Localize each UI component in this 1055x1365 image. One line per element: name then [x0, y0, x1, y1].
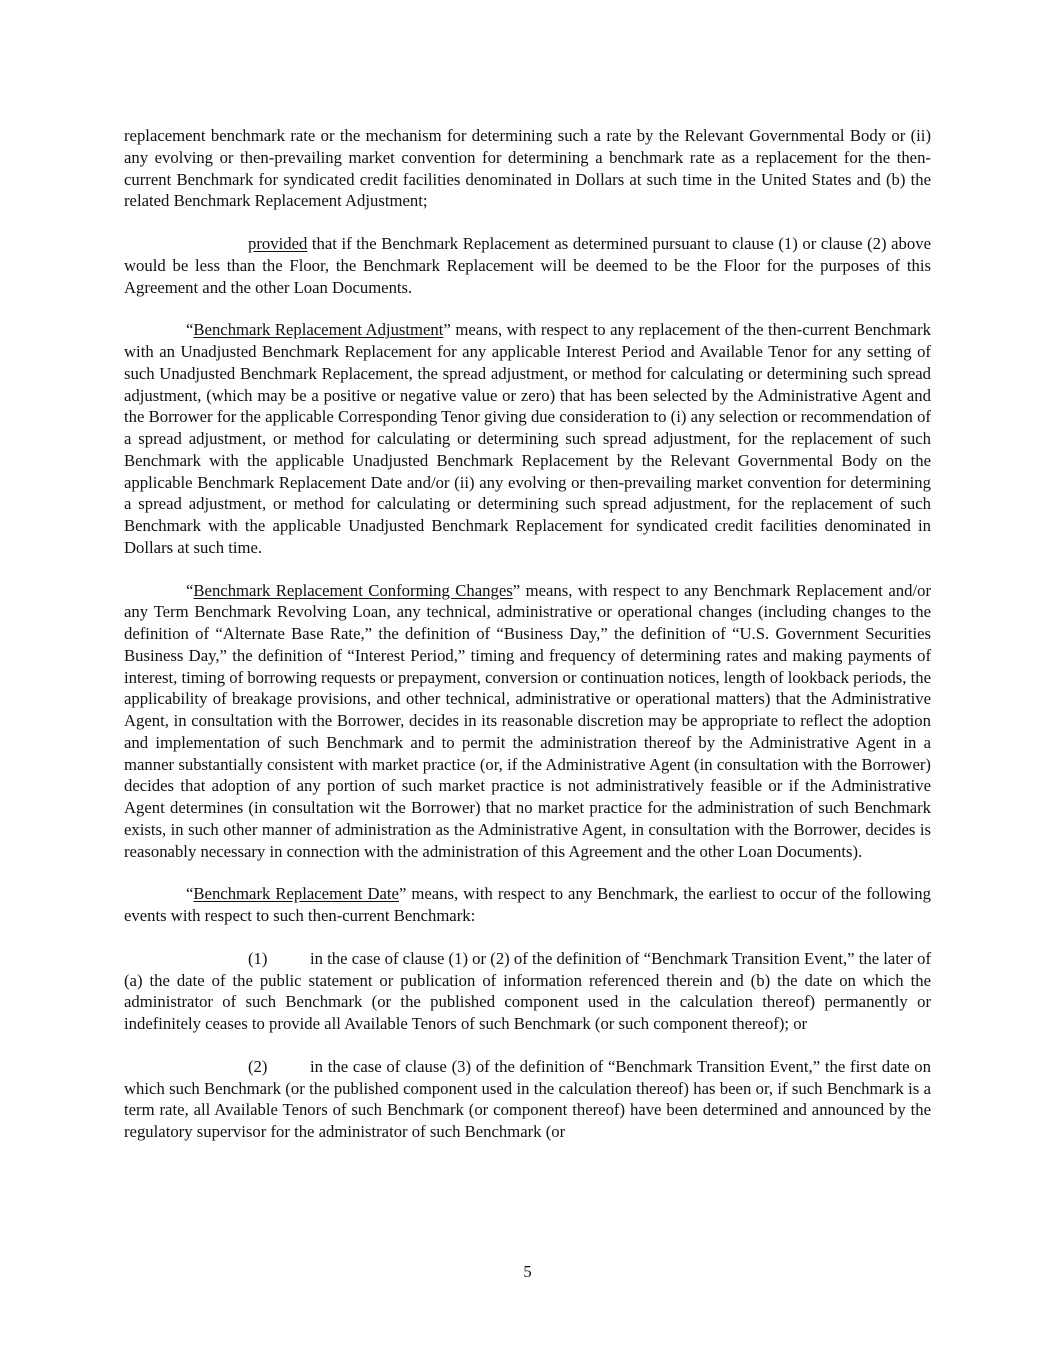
- definition-text: ” means, with respect to any Benchmark Replacement and/or any Term Benchmark Revolving Loan, any technical, administrative or operational changes (including changes to the definition of “Alternate Base Rate,” the definition of “Business Day,” the definition of “U.S. Government Securities Business Day,” the definition of “Interest Period,” timing and frequency of determining rates and making payments of interest, timing of borrowing requests or prepayment, conversion or continuation notices, length of lookback periods, the applicability of breakage provisions, and other technical, administrative or operational matters) that the Administrative Agent, in consultation with the Borrower, decides in its reasonable discretion may be appropriate to reflect the adoption and implementation of such Benchmark and to permit the administration thereof by the Administrative Agent in a manner substantially consistent with market practice (or, if the Administrative Agent (in consultation with the Borrower) decides that adoption of any portion of such market practice is not administratively feasible or if the Administrative Agent determines (in consultation wit the Borrower) that no market practice for the administration of such Benchmark exists, in such other manner of administration as the Administrative Agent, in consultation with the Borrower, decides is reasonably necessary in connection with the administration of this Agreement and the other Loan Documents).: [124, 580, 931, 861]
- open-quote: “: [186, 580, 194, 600]
- defined-term: Benchmark Replacement Conforming Changes: [193, 580, 513, 600]
- defined-term: Benchmark Replacement Adjustment: [193, 320, 444, 340]
- clause-item: [124, 1056, 931, 1143]
- proviso-paragraph: [124, 233, 931, 298]
- open-quote: “: [186, 320, 194, 340]
- definition-benchmark-replacement-conforming-changes: [124, 580, 931, 863]
- definition-benchmark-replacement-adjustment: [124, 319, 931, 558]
- clause-text: in the case of clause (3) of the definition of “Benchmark Transition Event,” the first date on which such Benchmark (or the published component used in the calculation thereof) has been or, if such Benchmark is a term rate, all Available Tenors of such Benchmark (or component thereof) have been determined and announced by the regulatory supervisor for the administrator of such Benchmark (or: [124, 1056, 931, 1141]
- proviso-term: provided: [248, 234, 308, 253]
- definition-text: ” means, with respect to any Benchmark, the earliest to occur of the following events with respect to such then-current Benchmark:: [124, 884, 931, 925]
- page-number: 5: [523, 1262, 532, 1281]
- continuation-paragraph: replacement benchmark rate or the mechanism for determining such a rate by the Relevant Governmental Body or (ii) any evolving or then-prevailing market convention for determining a benchmark rate as a replacement for the then-current Benchmark for syndicated credit facilities denominated in Dollars at such time in the United States and (b) the related Benchmark Replacement Adjustment;: [124, 126, 931, 211]
- proviso-text: that if the Benchmark Replacement as determined pursuant to clause (1) or clause (2) above would be less than the Floor, the Benchmark Replacement will be deemed to be the Floor for the purposes of this Agreement and the other Loan Documents.: [124, 234, 931, 297]
- clause-text: in the case of clause (1) or (2) of the definition of “Benchmark Transition Event,” the later of (a) the date of the public statement or publication of information referenced therein and (b) the date on which the administrator of such Benchmark (or the published component used in the calculation thereof) permanently or indefinitely ceases to provide all Available Tenors of such Benchmark (or such component thereof); or: [124, 948, 931, 1033]
- open-quote: “: [186, 884, 194, 904]
- defined-term: Benchmark Replacement Date: [193, 884, 399, 904]
- definition-text: ” means, with respect to any replacement of the then-current Benchmark with an Unadjusted Benchmark Replacement for any applicable Interest Period and Available Tenor for any setting of such Unadjusted Benchmark Replacement, the spread adjustment, or method for calculating or determining such spread adjustment, (which may be a positive or negative value or zero) that has been selected by the Administrative Agent and the Borrower for the applicable Corresponding Tenor giving due consideration to (i) any selection or recommendation of a spread adjustment, or method for calculating or determining such spread adjustment, for the replacement of such Benchmark with the applicable Unadjusted Benchmark Replacement by the Relevant Governmental Body on the applicable Benchmark Replacement Date and/or (ii) any evolving or then-prevailing market convention for determining a spread adjustment, or method for calculating or determining such spread adjustment, for the replacement of such Benchmark with the applicable Unadjusted Benchmark Replacement for syndicated credit facilities denominated in Dollars at such time.: [124, 320, 931, 557]
- clause-number: (2): [248, 1056, 268, 1076]
- clause-item: [124, 948, 931, 1035]
- definition-benchmark-replacement-date: [124, 883, 931, 927]
- clause-number: (1): [248, 948, 268, 968]
